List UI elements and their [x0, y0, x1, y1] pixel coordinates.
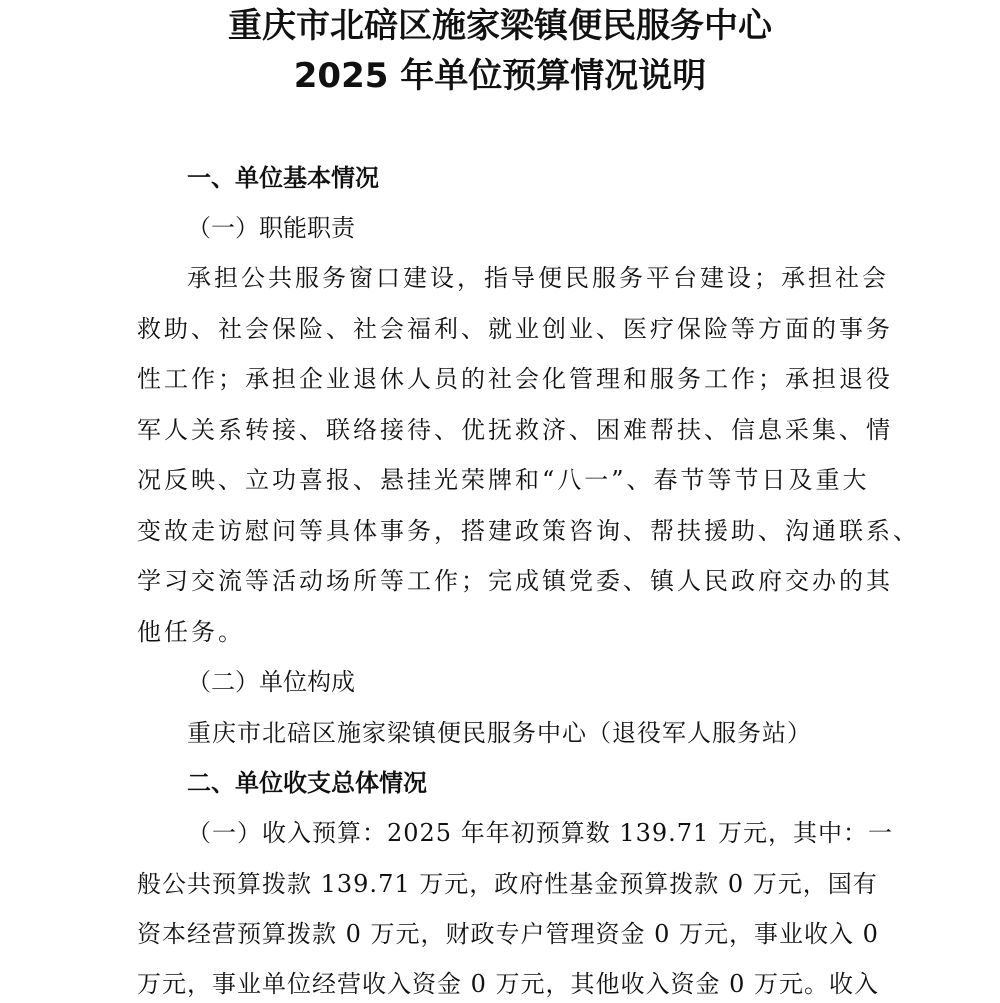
duties-line: 承担公共服务窗口建设，指导便民服务平台建设；承担社会	[187, 264, 889, 292]
income-line: 万元，事业单位经营收入资金 0 万元，其他收入资金 0 万元。收入	[137, 970, 880, 998]
duties-line: 变故走访慰问等具体事务，搭建政策咨询、帮扶援助、沟通联系、	[137, 517, 920, 545]
sub1-heading: （一）职能职责	[187, 214, 355, 242]
document-title-line1: 重庆市北碚区施家梁镇便民服务中心	[228, 6, 772, 46]
duties-line: 军人关系转接、联络接待、优抚救济、困难帮扶、信息采集、情	[137, 416, 893, 444]
duties-line: 况反映、立功喜报、悬挂光荣牌和“八一”、春节等节日及重大	[137, 466, 870, 494]
duties-line: 性工作；承担企业退休人员的社会化管理和服务工作；承担退役	[137, 365, 893, 393]
income-line: 般公共预算拨款 139.71 万元，政府性基金预算拨款 0 万元，国有	[137, 870, 878, 898]
income-line: （一）收入预算：2025 年年初预算数 139.71 万元，其中：一	[187, 819, 893, 847]
section1-heading: 一、单位基本情况	[187, 164, 379, 192]
composition-text: 重庆市北碚区施家梁镇便民服务中心（退役军人服务站）	[187, 719, 812, 747]
section2-heading: 二、单位收支总体情况	[187, 769, 427, 797]
duties-line: 他任务。	[137, 618, 245, 646]
duties-line: 救助、社会保险、社会福利、就业创业、医疗保险等方面的事务	[137, 315, 893, 343]
sub2-heading: （二）单位构成	[187, 668, 355, 696]
document-title-line2: 2025 年单位预算情况说明	[293, 56, 707, 96]
duties-line: 学习交流等活动场所等工作；完成镇党委、镇人民政府交办的其	[137, 567, 893, 595]
income-line: 资本经营预算拨款 0 万元，财政专户管理资金 0 万元，事业收入 0	[137, 920, 879, 948]
